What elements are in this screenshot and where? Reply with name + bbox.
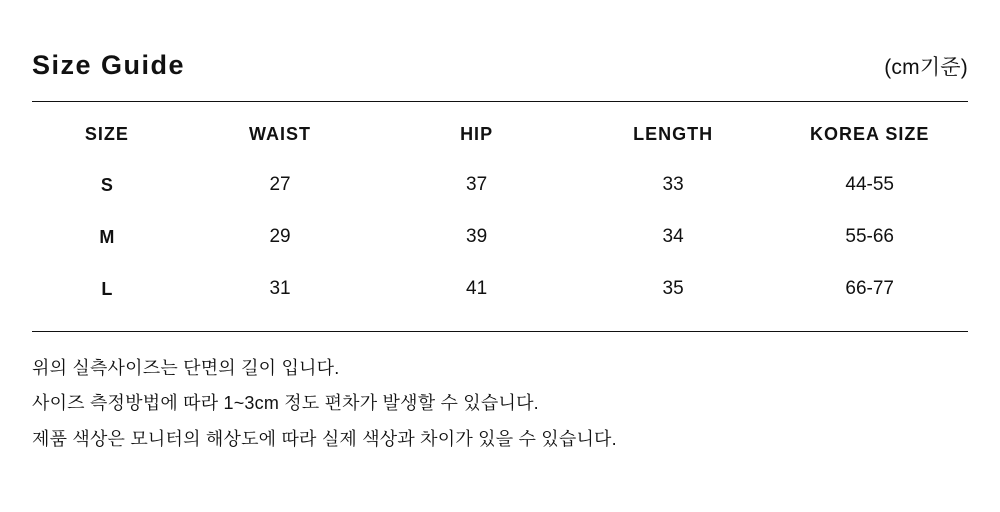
table-row — [32, 159, 968, 211]
column-header-waist: WAIST — [249, 124, 312, 144]
cell-waist: 27 — [269, 174, 291, 195]
note-line: 사이즈 측정방법에 따라 1~3cm 정도 편차가 발생할 수 있습니다. — [32, 393, 539, 414]
size-table — [32, 102, 968, 315]
header — [32, 0, 968, 81]
table-header-row — [32, 102, 968, 159]
cell-size: M — [99, 226, 115, 247]
cell-korea-size: 66-77 — [845, 278, 894, 299]
cell-hip: 39 — [466, 226, 488, 247]
cell-length: 35 — [662, 278, 684, 299]
column-header-hip: HIP — [460, 124, 494, 144]
column-header-size: SIZE — [84, 124, 129, 144]
column-header-korea-size: KOREA SIZE — [810, 124, 930, 144]
cell-length: 34 — [662, 226, 684, 247]
cell-korea-size: 55-66 — [845, 226, 894, 247]
cell-length: 33 — [662, 174, 684, 195]
cell-hip: 37 — [466, 174, 488, 195]
cell-hip: 41 — [466, 278, 488, 299]
notes-section — [32, 356, 968, 451]
note-line: 위의 실측사이즈는 단면의 길이 입니다. — [32, 358, 340, 378]
cell-waist: 29 — [269, 226, 291, 247]
table-bottom-divider — [32, 331, 968, 332]
unit-note: (cm기준) — [884, 56, 968, 79]
table-row — [32, 211, 968, 263]
table-row — [32, 263, 968, 315]
page-title: Size Guide — [32, 50, 186, 80]
cell-waist: 31 — [269, 278, 291, 299]
cell-size: L — [101, 278, 113, 299]
column-header-length: LENGTH — [633, 124, 714, 144]
note-line: 제품 색상은 모니터의 해상도에 따라 실제 색상과 차이가 있을 수 있습니다. — [32, 428, 617, 449]
cell-korea-size: 44-55 — [845, 174, 894, 195]
cell-size: S — [100, 174, 113, 195]
